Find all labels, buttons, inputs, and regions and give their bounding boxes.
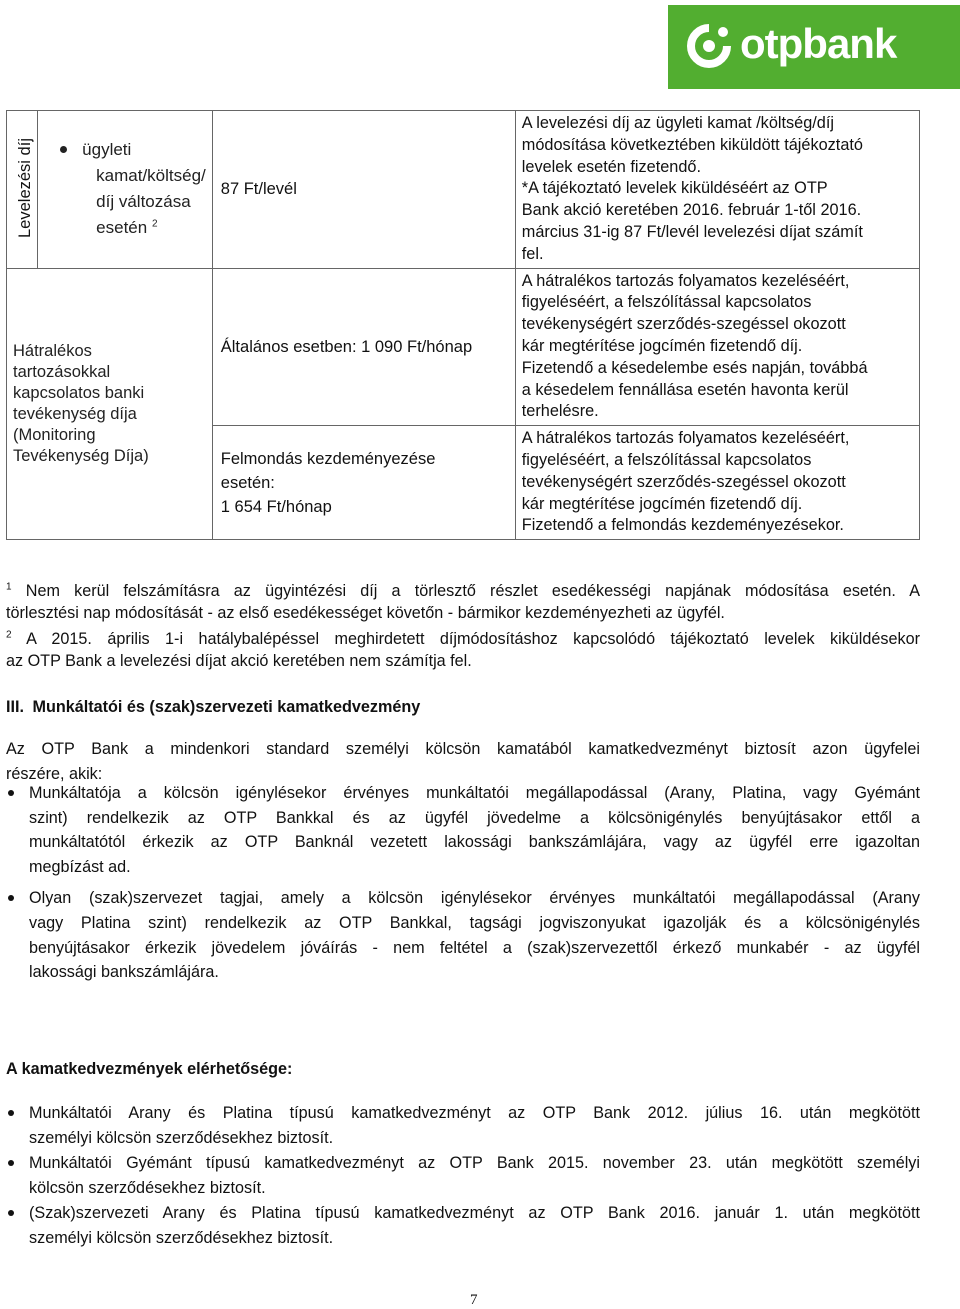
- otp-logo-mark-icon: [686, 23, 732, 69]
- eligibility-list: [6, 781, 920, 985]
- list-item: (Szak)szervezeti Arany és Platina típusú kamatkedvezményt az OTP Bank 2016. január 1. után megkötött személyi kölcsön szerződésekhez biztosít.: [6, 1201, 920, 1250]
- availability-heading: A kamatkedvezmények elérhetősége:: [6, 1060, 293, 1078]
- list-item: Munkáltatója a kölcsön igénylésekor érvényes munkáltatói megállapodással (Arany, Platina, vagy Gyémánt szint) rendelkezik az OTP Bankkal és az ügyfél jövedelme a kölcsönigénylés benyújtásakor ettől a munkáltatótól érkezik az OTP Banknál vezetett lakossági bankszámlájára, vagy az ügyfél erre igazoltan megbízást ad.: [6, 781, 920, 879]
- footnote-1: $^1$ Nem kerül felszámításra az ügyintézési díj a törlesztő részlet esedékességi napjának módosítása esetén. A: [6, 581, 921, 600]
- fee-category-vertical: Levelezési díj: [7, 111, 38, 269]
- list-item: Olyan (szak)szervezet tagjai, amely a kölcsön igénylésekor érvényes munkáltatói megállapodással (Arany vagy Platina szint) rendelkezik az OTP Bankkal, tagsági jogviszonyukat igazolják és a kölcsönigénylés benyújtásakor érkezik jövedelem jóváírás - nem feltétel a (szak)szervezettől érkező munkabér - az ügyfél lakossági bankszámlájára.: [6, 886, 920, 984]
- footnotes: $^1$ Nem kerül felszámításra az ügyintézési díj a törlesztő részlet esedékességi napjának módosítása esetén. A törlesztési nap módosítását - az első esedékességet követőn - bármikor kezdeményezheti az ügyfél. $^2$ A 2015. április 1-i hatálybalépéssel meghirdetett díjmódosításhoz kapcsolódó tájékoztató levelek kiküldésekor az OTP Bank a levelezési díjat akció keretében nem számítja fel.: [6, 581, 921, 670]
- list-item: Munkáltatói Gyémánt típusú kamatkedvezményt az OTP Bank 2015. november 23. után megkötött személyi kölcsön szerződésekhez biztosít.: [6, 1151, 920, 1200]
- monitoring-fee-category: Hátralékos tartozásokkal kapcsolatos banki tevékenység díja (Monitoring Tevékenység Díja): [7, 268, 213, 540]
- fee-condition-cell: ügyleti kamat/költség/ díj változása esetén $^2$: [38, 111, 213, 269]
- page-number: 7: [470, 1292, 478, 1308]
- section-heading: III. Munkáltatói és (szak)szervezeti kamatkedvezmény: [6, 698, 421, 716]
- fee-table: [6, 110, 920, 540]
- monitoring-fee-general-amount: Általános esetben: 1 090 Ft/hónap: [212, 268, 515, 426]
- footnote-2: $^2$ A 2015. április 1-i hatálybalépéssel meghirdetett díjmódosításhoz kapcsolódó tájékoztató levelek kiküldésekor: [6, 629, 920, 648]
- fee-amount-cell: 87 Ft/levél: [212, 111, 515, 269]
- monitoring-fee-termination-description: A hátralékos tartozás folyamatos kezeléséért, figyeléséért, a felszólítással kapcsolatos tevékenységért szerződés-szegéssel okozott kár megtérítése jogcímén fizetendő díj. Fizetendő a felmondás kezdeményezésekor.: [515, 426, 919, 540]
- otpbank-logo: [668, 5, 960, 89]
- monitoring-fee-termination-amount: Felmondás kezdeményezése esetén: 1 654 Ft/hónap: [212, 426, 515, 540]
- section-intro: Az OTP Bank a mindenkori standard személyi kölcsön kamatából kamatkedvezményt biztosít azon ügyfelei részére, akik:: [6, 740, 920, 783]
- bullet-icon: [60, 146, 67, 153]
- monitoring-fee-general-description: A hátralékos tartozás folyamatos kezeléséért, figyeléséért, a felszólítással kapcsolatos tevékenységért szerződés-szegéssel okozott kár megtérítése jogcímén fizetendő díj. Fizetendő a késedelembe esés napján, továbbá a késedelem fennállása esetén havonta kerül terhelésre.: [515, 268, 919, 426]
- logo-wordmark: otpbank: [740, 20, 897, 67]
- fee-description-cell: A levelezési díj az ügyleti kamat /költség/díj módosítása következtében kiküldött tájékoztató levelek esetén fizetendő. *A tájékoztató levelek kiküldéséért az OTP Bank akció keretében 2016. február 1-től 2016. március 31-ig 87 Ft/levél levelezési díjat számít fel.: [515, 111, 919, 269]
- availability-list: [6, 1101, 920, 1251]
- list-item: Munkáltatói Arany és Platina típusú kamatkedvezményt az OTP Bank 2012. július 16. után megkötött személyi kölcsön szerződésekhez biztosít.: [6, 1101, 920, 1150]
